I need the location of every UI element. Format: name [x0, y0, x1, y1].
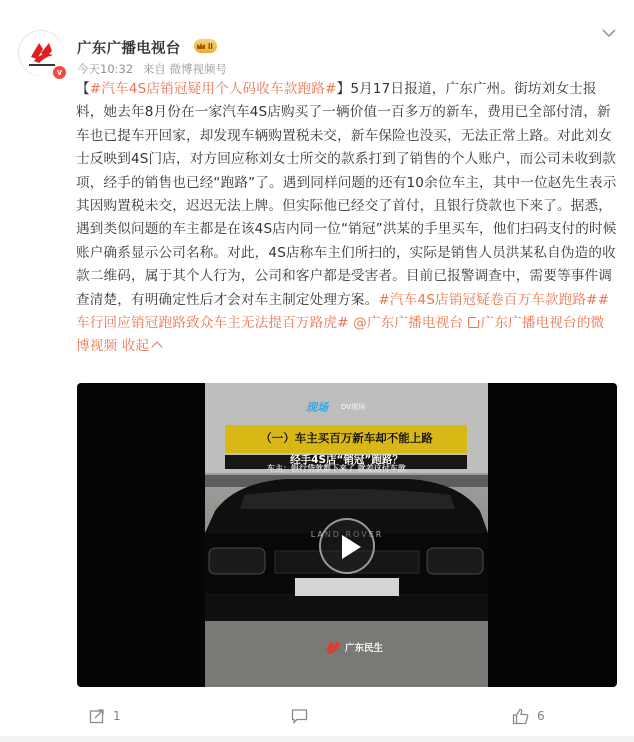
post-body: 5月17日报道，广东广州。街坊刘女士报料，她去年8月份在一家汽车4S店购买了一辆价值一百多万的新车，费用已全部付清，新车也已提车开回家，却发现车辆购置税未交，新车保险也没买，无法正常上路。对此刘女士反映到4S门店，对方回应称刘女士所交的款系打到了销售的个人账户，而公司未收到款项，经手的销售也已经“跑路”了。遇到同样问题的还有10余位车主，其中一位赵先生表示其因购置税未交，迟迟无法上牌。但实际他已经交了首付，且银行贷款也下来了。据悉，遇到类似问题的车主都是在该4S店内同一位“销冠”洪某的手里买车，他们扫码支付的时候账户确系显示公司名称。对此，4S店称车主们所扫的，实际是销售人员洪某私自伪造的收款二维码，属于其个人行为，公司和客户都是受害者。目前已报警调查中，需要等事件调查清楚，有明确定性后才会对车主制定处理方案。	[76, 81, 617, 308]
bracket-open: 【	[76, 81, 90, 97]
author-avatar[interactable]	[18, 30, 64, 76]
video-player[interactable]	[77, 383, 617, 687]
post-meta	[77, 61, 233, 77]
watermark-text: 广东民生	[345, 643, 384, 654]
bracket-close: 】	[336, 81, 351, 97]
hashtag-2[interactable]: #车行回应销冠跑路致众车主无法提百万路虎#	[76, 291, 610, 332]
comment-button[interactable]	[291, 703, 308, 729]
play-button-icon[interactable]	[319, 518, 375, 574]
video-watermark	[324, 638, 383, 656]
share-icon	[89, 708, 105, 724]
author-name[interactable]: 广东广播电视台	[77, 41, 181, 57]
crown-icon	[196, 41, 206, 51]
collapse-button[interactable]	[122, 338, 162, 354]
level-badge[interactable]	[194, 39, 217, 53]
gdtv-watermark-icon	[324, 638, 342, 656]
video-link-icon	[468, 317, 479, 328]
mention-link[interactable]: @广东广播电视台	[353, 315, 464, 332]
video-link-label: 广东广播电视台的微博视频	[76, 315, 605, 355]
hashtag-1[interactable]: #汽车4S店销冠疑卷百万车款跑路#	[378, 291, 598, 308]
collapse-label: 收起	[121, 338, 150, 355]
card-divider	[0, 736, 634, 742]
chevron-up-icon	[152, 342, 163, 353]
like-button[interactable]	[512, 703, 545, 729]
video-brand-logo: 现场	[306, 401, 328, 414]
verified-badge-icon: v	[52, 65, 67, 80]
video-caption-line1: （一）车主买百万新车却不能上路	[260, 431, 433, 445]
post-time[interactable]: 今天10:32	[77, 62, 134, 76]
video-brand-sub: DV现场	[341, 403, 366, 411]
like-count: 6	[537, 709, 545, 723]
video-subtitle: 车主：银行贷款都下来了 就差这付车款	[267, 464, 406, 473]
comment-icon	[291, 708, 308, 724]
post-text	[76, 78, 618, 359]
video-caption-line2: 经手4S店“销冠”跑路？	[290, 454, 403, 466]
post-source: 来自 微博视频号	[142, 62, 227, 76]
headline-hashtag[interactable]: #汽车4S店销冠疑用个人码收车款跑路#	[89, 81, 337, 97]
chevron-down-icon[interactable]	[601, 28, 617, 38]
level-text: II	[208, 41, 213, 51]
repost-button[interactable]	[89, 703, 121, 729]
thumbs-up-icon	[512, 708, 529, 725]
repost-count: 1	[113, 709, 121, 723]
